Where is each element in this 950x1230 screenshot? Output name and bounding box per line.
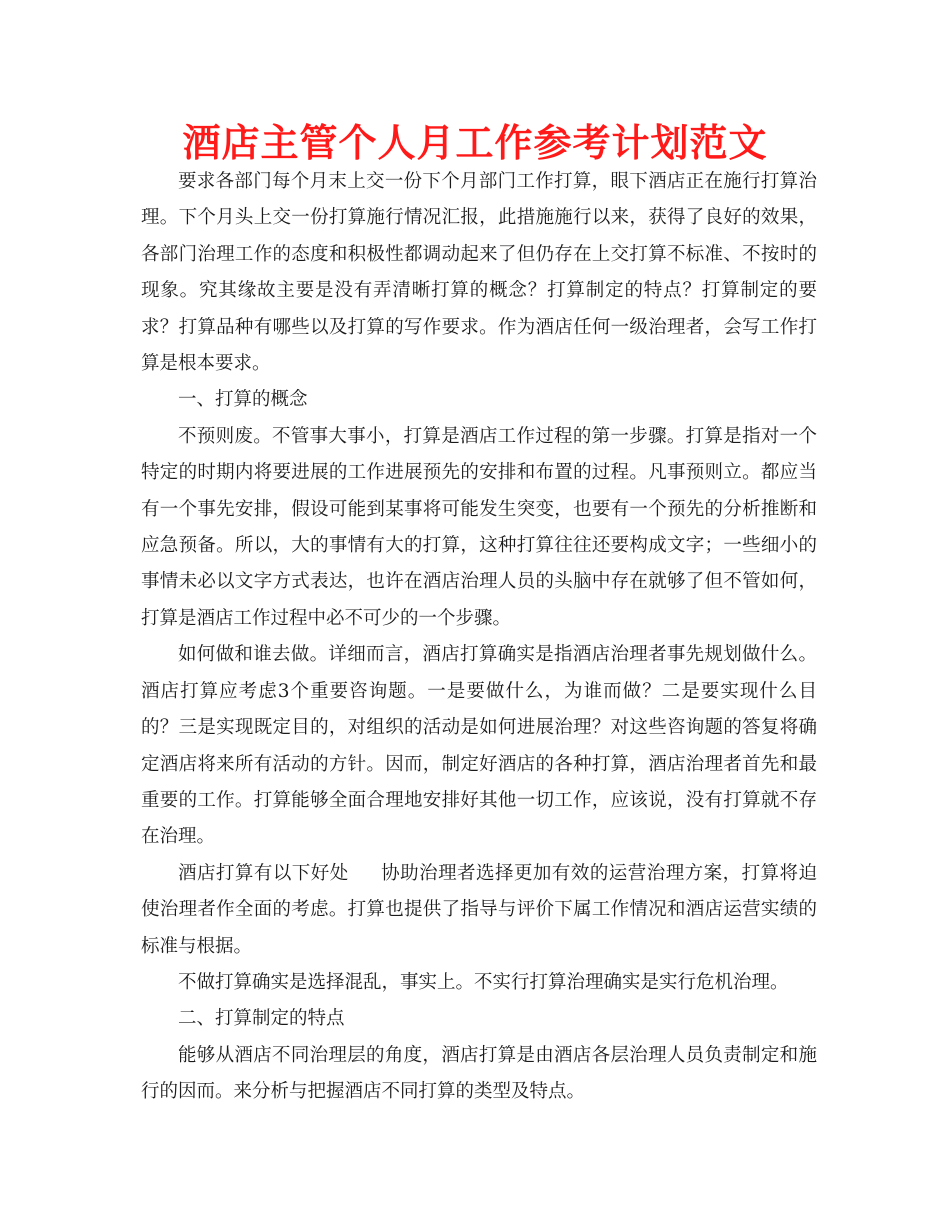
document-body <box>141 164 817 1111</box>
benefits-lead: 酒店打算有以下好处 <box>178 862 349 884</box>
section-heading-concept: 一、打算的概念 <box>178 389 308 411</box>
paragraph-no-plan: 不做打算确实是选择混乱，事实上。不实行打算治理确实是实行危机治理。 <box>178 971 789 993</box>
paragraph-benefits <box>141 856 817 965</box>
document-title: 酒店主管个人月工作参考计划范文 <box>182 121 768 165</box>
paragraph-features: 能够从酒店不同治理层的角度，酒店打算是由酒店各层治理人员负责制定和施行的因而。来分析与把握酒店不同打算的类型及特点。 <box>141 1044 817 1103</box>
paragraph-concept: 不预则废。不管事大事小，打算是酒店工作过程的第一步骤。打算是指对一个特定的时期内将要进展的工作进展预先的安排和布置的过程。凡事预则立。都应当有一个事先安排，假设可能到某事将可能发生突变，也要有一个预先的分析推断和应急预备。所以，大的事情有大的打算，这种打算往往还要构成文字；一些细小的事情未必以文字方式表达，也许在酒店治理人员的头脑中存在就够了但不管如何，打算是酒店工作过程中必不可少的一个步骤。 <box>141 425 817 629</box>
section-heading-features: 二、打算制定的特点 <box>178 1008 345 1030</box>
paragraph-intro: 要求各部门每个月末上交一份下个月部门工作打算，眼下酒店正在施行打算治理。下个月头上交一份打算施行情况汇报，此措施施行以来，获得了良好的效果，各部门治理工作的态度和积极性都调动起来了但仍存在上交打算不标准、不按时的现象。究其缘故主要是没有弄清晰打算的概念？打算制定的特点？打算制定的要求？打算品种有哪些以及打算的写作要求。作为酒店任何一级治理者，会写工作打算是根本要求。 <box>141 171 817 375</box>
paragraph-how-who: 如何做和谁去做。详细而言，酒店打算确实是指酒店治理者事先规划做什么。酒店打算应考虑3个重要咨询题。一是要做什么，为谁而做？二是要实现什么目的？三是实现既定目的，对组织的活动是如何进展治理？对这些咨询题的答复将确定酒店将来所有活动的方针。因而，制定好酒店的各种打算，酒店治理者首先和最重要的工作。打算能够全面合理地安排好其他一切工作，应该说，没有打算就不存在治理。 <box>141 644 817 848</box>
benefits-text: 协助治理者选择更加有效的运营治理方案，打算将迫使治理者作全面的考虑。打算也提供了指导与评价下属工作情况和酒店运营实绩的标准与根据。 <box>141 862 817 957</box>
